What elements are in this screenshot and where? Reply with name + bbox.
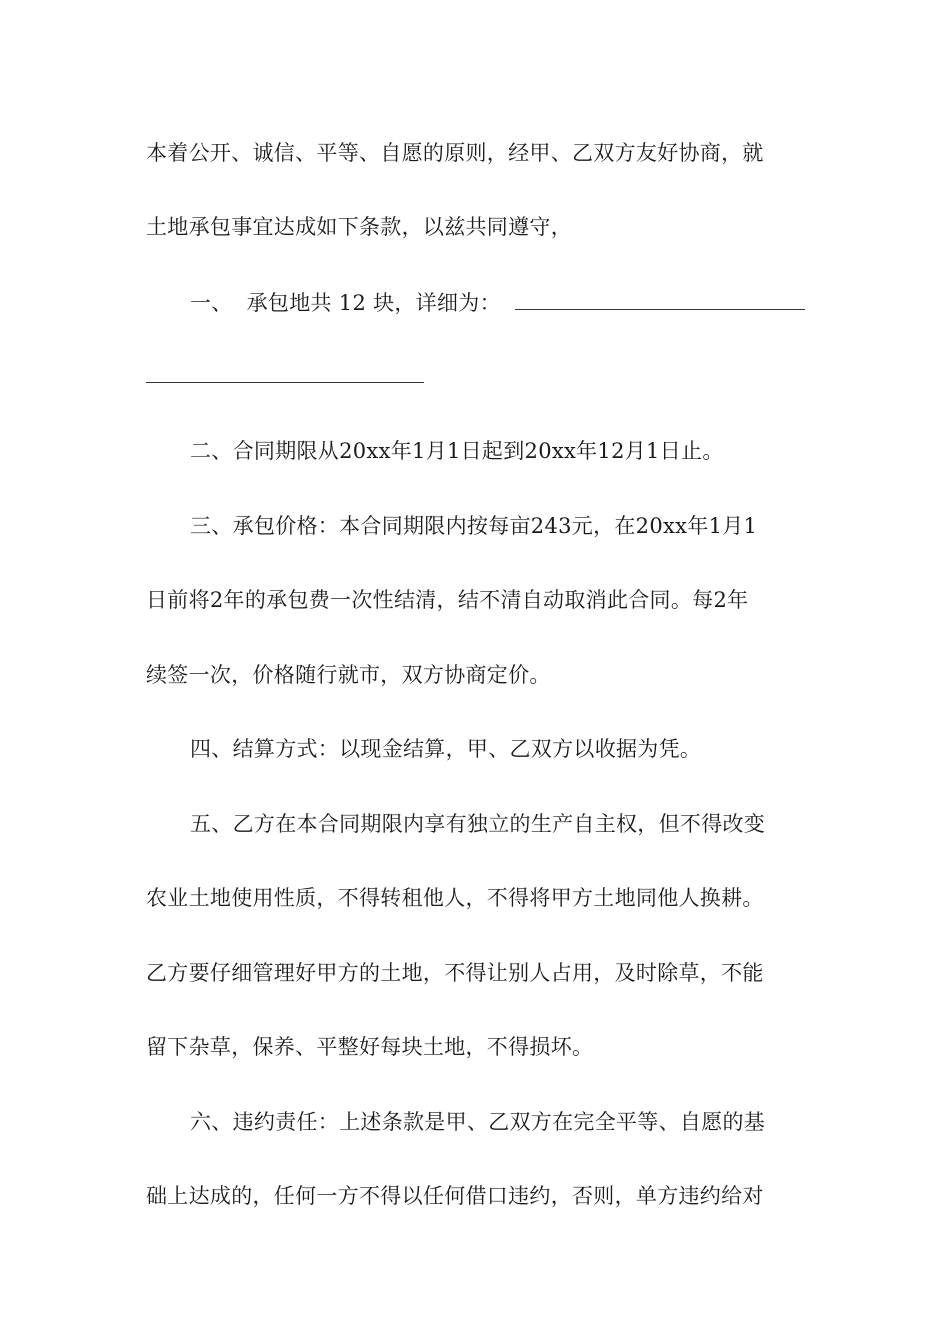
text-line-12: 留下杂草，保养、平整好每块土地，不得损坏。 [146, 1035, 594, 1059]
fill-in-blank-continued [146, 382, 424, 383]
clause-6-line: 六、违约责任：上述条款是甲、乙双方在完全平等、自愿的基 [190, 1110, 766, 1134]
clause-2-line: 二、合同期限从20xx年1月1日起到20xx年12月1日止。 [190, 439, 724, 463]
text-line-11: 乙方要仔细管理好甲方的土地，不得让别人占用，及时除草，不能 [146, 961, 764, 985]
text-line-10: 农业土地使用性质，不得转租他人，不得将甲方土地同他人换耕。 [146, 886, 764, 910]
text-line-6: 日前将2年的承包费一次性结清，结不清自动取消此合同。每2年 [146, 588, 749, 612]
clause-1-line [190, 287, 805, 317]
fill-in-blank [515, 287, 805, 310]
text-line-2: 土地承包事宜达成如下条款，以兹共同遵守， [146, 215, 572, 239]
text-line-7: 续签一次，价格随行就市，双方协商定价。 [146, 663, 551, 687]
text-line-1: 本着公开、诚信、平等、自愿的原则，经甲、乙双方友好协商，就 [146, 141, 764, 165]
clause-1-number: 一、 [190, 291, 233, 315]
clause-5-line: 五、乙方在本合同期限内享有独立的生产自主权，但不得改变 [190, 812, 766, 836]
clause-4-line: 四、结算方式：以现金结算，甲、乙双方以收据为凭。 [190, 737, 702, 761]
text-line-14: 础上达成的，任何一方不得以任何借口违约，否则，单方违约给对 [146, 1184, 764, 1208]
clause-1-text: 承包地共 12 块，详细为： [246, 291, 501, 315]
clause-3-line: 三、承包价格：本合同期限内按每亩243元，在20xx年1月1 [190, 514, 758, 538]
